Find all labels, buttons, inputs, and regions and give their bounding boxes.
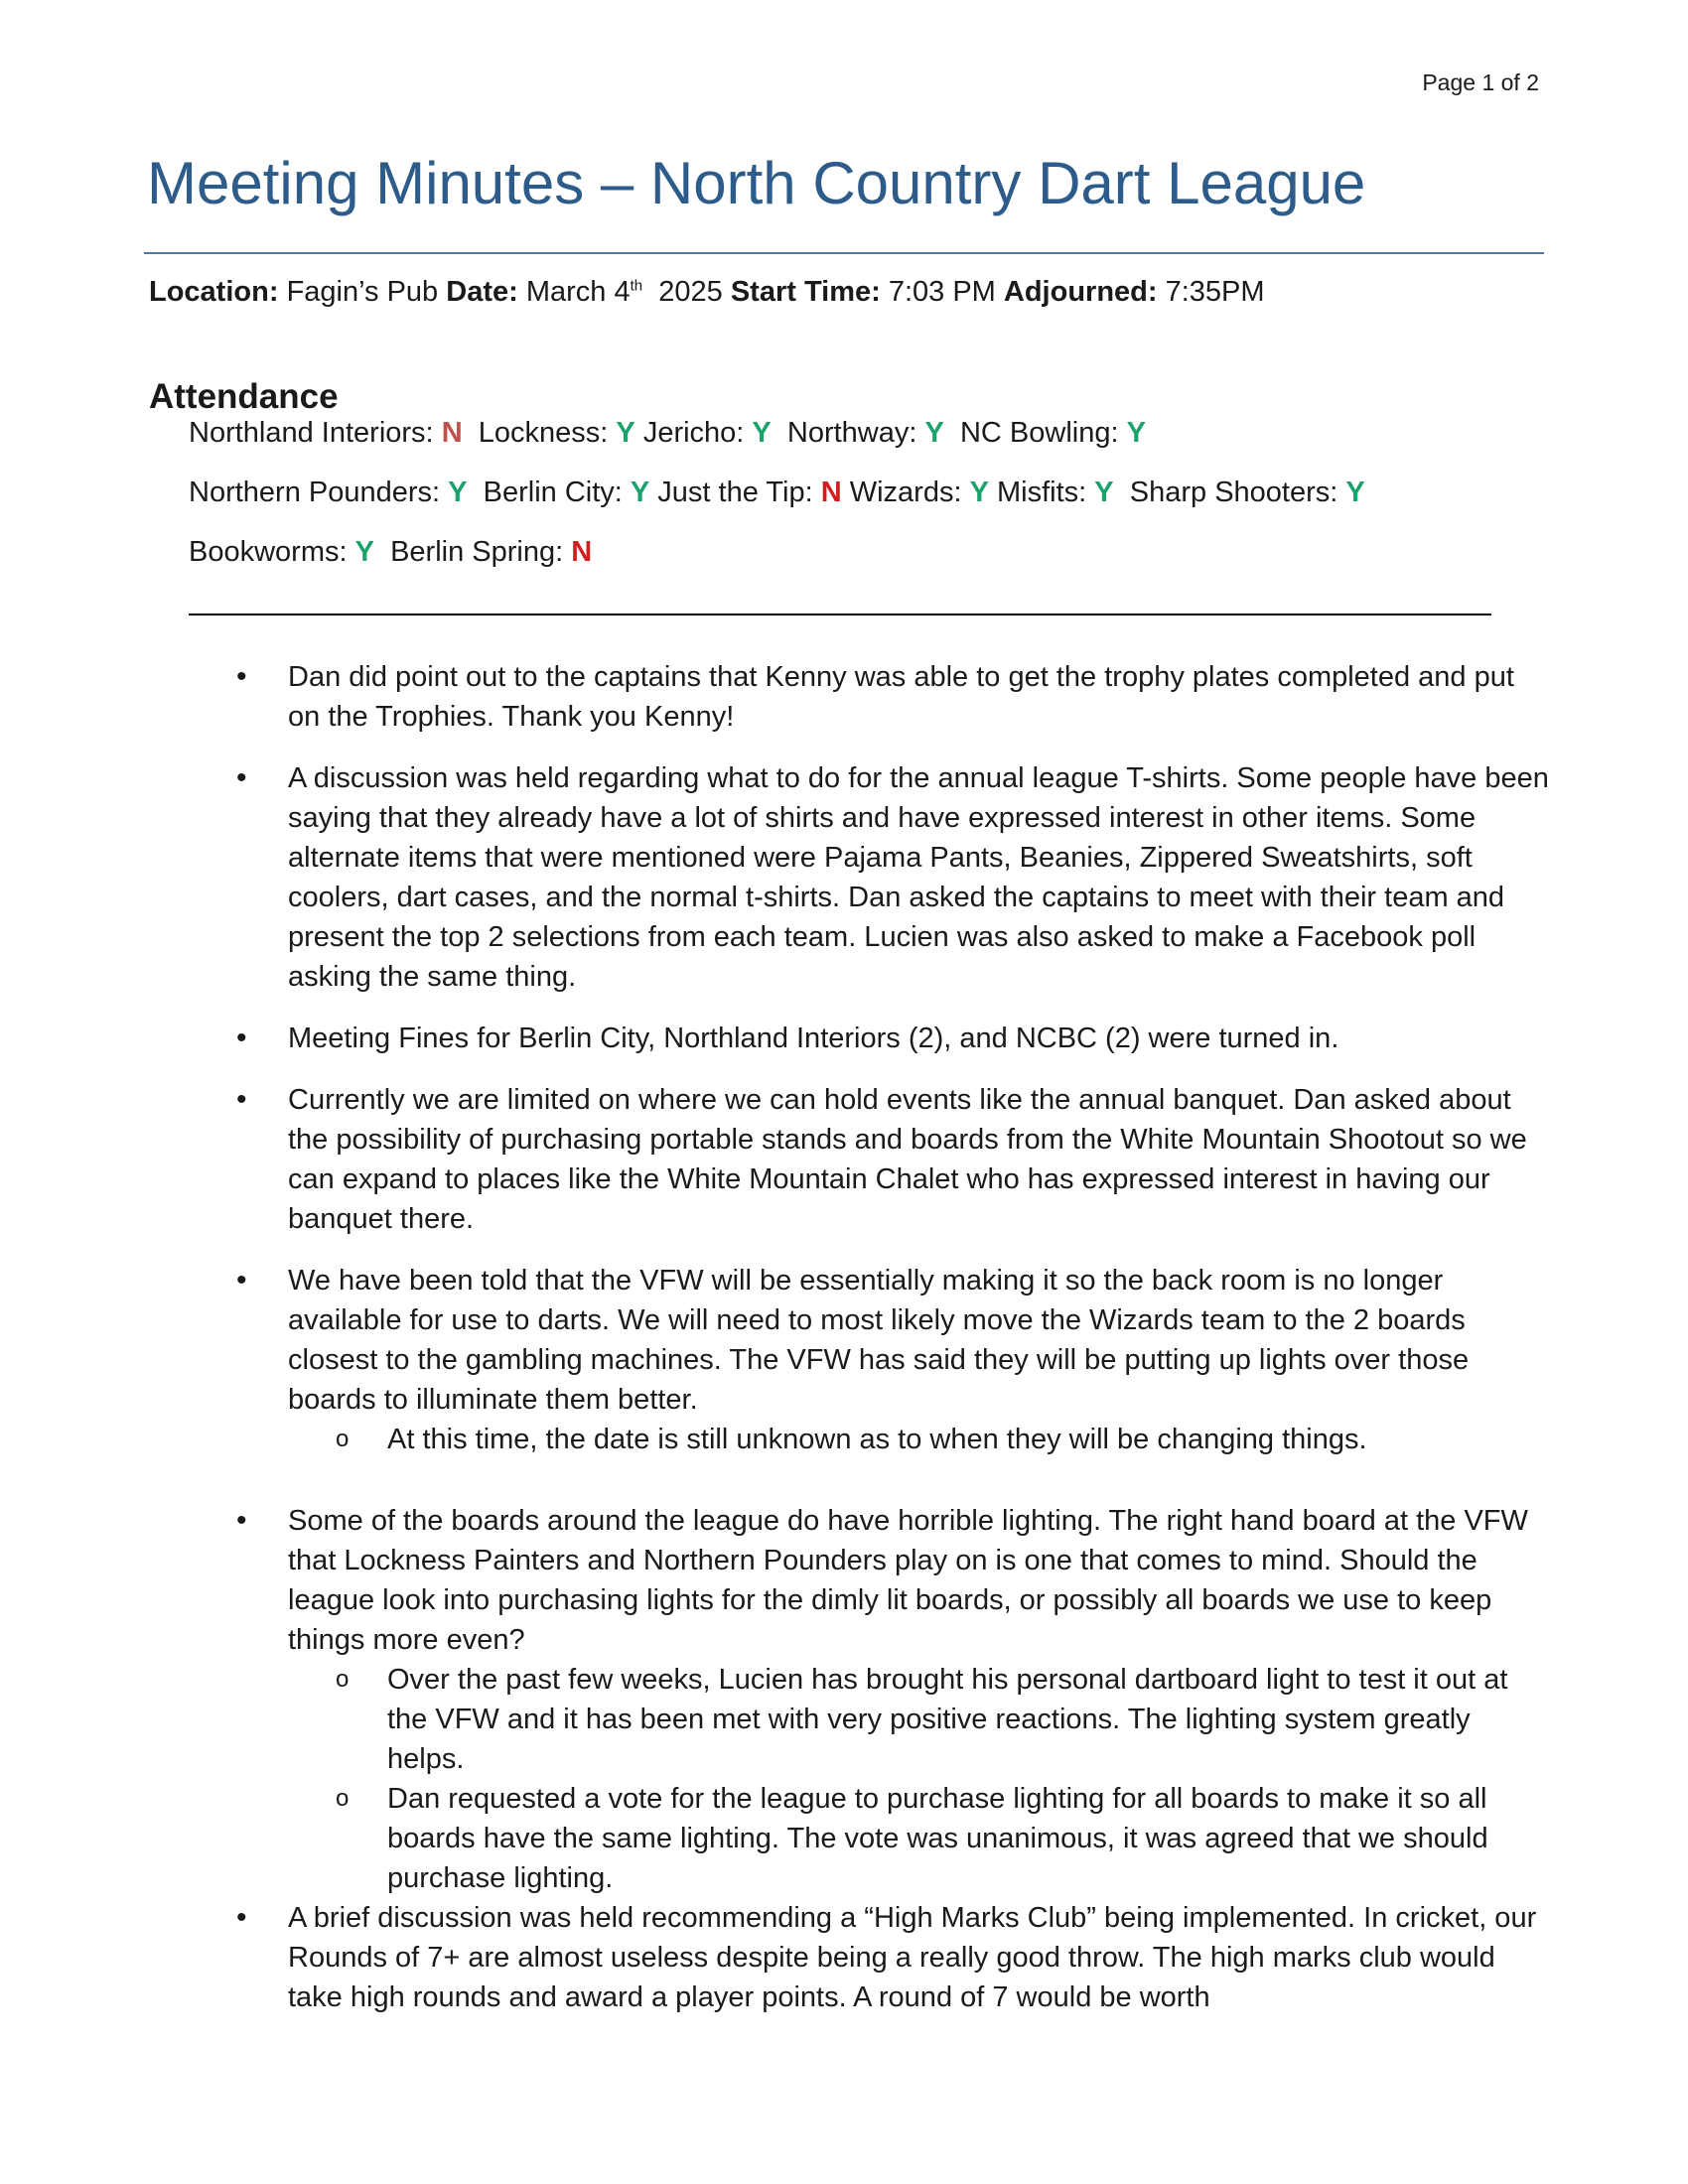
location-value: Fagin’s Pub (286, 276, 439, 308)
minutes-item (288, 1019, 1549, 1058)
team-name: Lockness: (478, 417, 609, 449)
minutes-item (288, 1261, 1549, 1459)
team-name: Sharp Shooters: (1129, 477, 1338, 508)
title-divider (144, 252, 1544, 254)
minutes-item-text: A brief discussion was held recommending a “High Marks Club” being implemented. In cricket, our Rounds of 7+ are almost useless despite being a really good throw. The high marks club would take high rounds and award a player points. A round of 7 would be worth (288, 1902, 1537, 2013)
minutes-item (288, 657, 1549, 737)
location-label: Location: (149, 276, 279, 308)
minutes-item (288, 1080, 1549, 1239)
minutes-item-text: Meeting Fines for Berlin City, Northland Interiors (2), and NCBC (2) were turned in. (288, 1023, 1339, 1054)
minutes-item-text: We have been told that the VFW will be essentially making it so the back room is no longer available for use to darts. We will need to most likely move the Wizards team to the 2 boards closest to the gambling machines. The VFW has said they will be putting up lights over those boards to illuminate them better. (288, 1265, 1470, 1416)
team-status: Y (969, 477, 989, 508)
team-status: Y (1345, 477, 1365, 508)
meeting-info (149, 276, 1265, 309)
team-status: Y (1094, 477, 1114, 508)
team-status: N (571, 536, 593, 568)
minutes-item-text: Some of the boards around the league do have horrible lighting. The right hand board at the VFW that Lockness Painters and Northern Pounders play on is one that comes to mind. Should the league look into purchasing lights for the dimly lit boards, or possibly all boards we use to keep things more even? (288, 1505, 1528, 1656)
sub-list (288, 1660, 1549, 1898)
team-name: Bookworms: (189, 536, 348, 568)
start-time-value: 7:03 PM (888, 276, 996, 308)
date-label: Date: (446, 276, 518, 308)
attendance-row (189, 417, 1146, 450)
team-status: Y (924, 417, 944, 449)
start-time-label: Start Time: (730, 276, 881, 308)
sub-item: o At this time, the date is still unknown as to when they will be changing things. (387, 1420, 1549, 1459)
minutes-item-text: Dan did point out to the captains that Kenny was able to get the trophy plates completed and put on the Trophies. Thank you Kenny! (288, 661, 1514, 733)
minutes-item (288, 1898, 1549, 2017)
team-name: Just the Tip: (657, 477, 813, 508)
adjourned-value: 7:35PM (1165, 276, 1265, 308)
sub-item: o Over the past few weeks, Lucien has brought his personal dartboard light to test it out at the VFW and it has been met with very positive reactions. The lighting system greatly helps. (387, 1660, 1549, 1779)
team-name: Berlin City: (483, 477, 623, 508)
minutes-item-text: A discussion was held regarding what to do for the annual league T-shirts. Some people have been saying that they already have a lot of shirts and have expressed interest in other items. Some alternate items that were mentioned were Pajama Pants, Beanies, Zippered Sweatshirts, soft coolers, dart cases, and the normal t-shirts. Dan asked the captains to meet with their team and present the top 2 selections from each team. Lucien was also asked to make a Facebook poll asking the same thing. (288, 762, 1549, 993)
team-status: Y (1126, 417, 1146, 449)
team-name: Jericho: (642, 417, 745, 449)
team-name: Misfits: (997, 477, 1087, 508)
team-status: N (441, 417, 463, 449)
sub-item: o Dan requested a vote for the league to purchase lighting for all boards to make it so all boards have the same lighting. The vote was unanimous, it was agreed that we should purchase lighting. (387, 1779, 1549, 1898)
sub-list (288, 1420, 1549, 1459)
team-status: Y (752, 417, 772, 449)
adjourned-label: Adjourned: (1003, 276, 1158, 308)
team-name: Northern Pounders: (189, 477, 441, 508)
team-name: Northland Interiors: (189, 417, 434, 449)
team-status: N (820, 477, 842, 508)
attendance-heading: Attendance (149, 377, 339, 416)
minutes-item (288, 1501, 1549, 1898)
attendance-divider (189, 614, 1491, 615)
team-status: Y (616, 417, 635, 449)
minutes-list (288, 657, 1549, 2039)
page-number: Page 1 of 2 (1422, 69, 1539, 95)
attendance-row (189, 536, 592, 569)
minutes-item-text: Currently we are limited on where we can hold events like the annual banquet. Dan asked about the possibility of purchasing portable stands and boards from the White Mountain Shootout so we can expand to places like the White Mountain Chalet who has expressed interest in having our banquet there. (288, 1084, 1527, 1235)
date-value: March 4th 2025 (525, 276, 723, 308)
team-name: Northway: (786, 417, 917, 449)
team-name: Wizards: (849, 477, 962, 508)
page-title: Meeting Minutes – North Country Dart League (147, 150, 1366, 216)
attendance-row (189, 477, 1365, 509)
team-status: Y (354, 536, 374, 568)
team-status: Y (630, 477, 650, 508)
team-status: Y (448, 477, 468, 508)
minutes-item (288, 758, 1549, 997)
team-name: Berlin Spring: (390, 536, 564, 568)
team-name: NC Bowling: (959, 417, 1119, 449)
